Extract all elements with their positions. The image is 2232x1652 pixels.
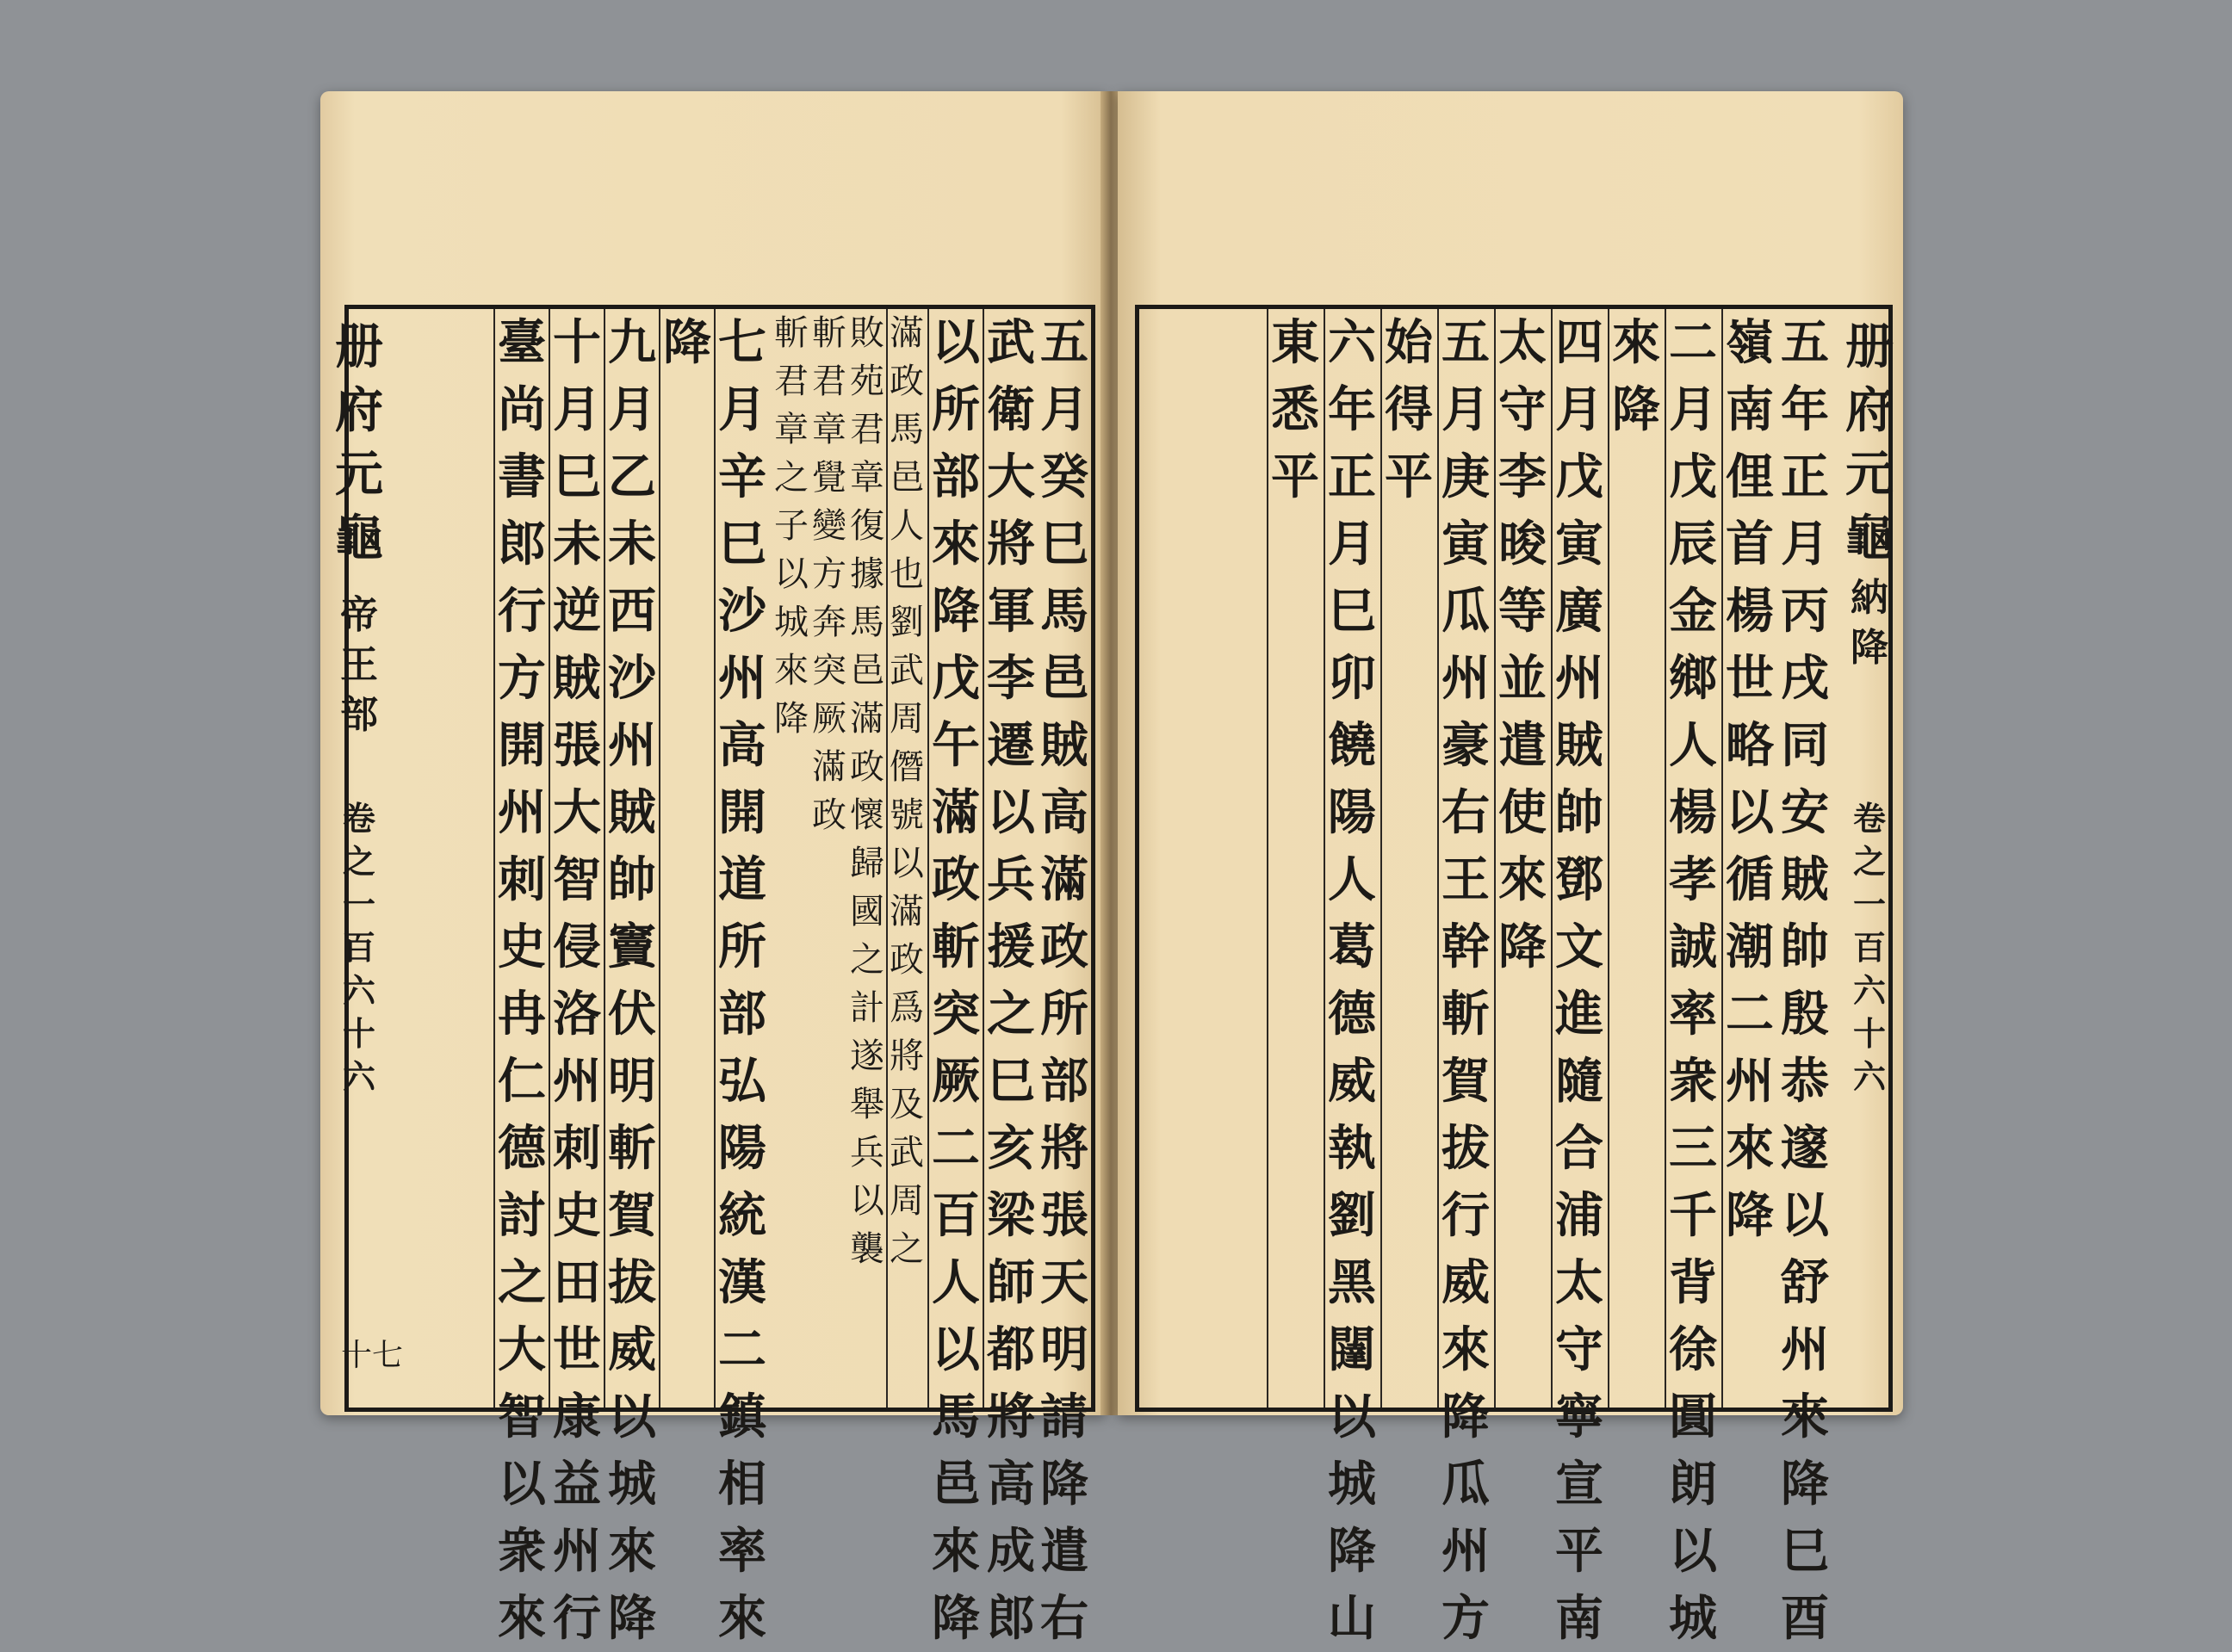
right-column-6: 太 守 李 晙 等 並 遣 使 來 降	[1494, 309, 1549, 1408]
right-column-7: 五 月 庚 寅 瓜 州 豪 右 王 幹 斬 賀 拔 行 威 來 降 瓜 州 方	[1437, 309, 1492, 1408]
right-column-10: 東 悉 平	[1267, 309, 1322, 1408]
right-column-8: 始 得 平	[1380, 309, 1435, 1408]
left-column-7-note: 斬 君 章 之 子 以 城 來 降	[774, 313, 809, 739]
right-column-9: 六 年 正 月 巳 卯 饒 陽 人 葛 德 威 執 劉 黑 闥 以 城 降 山	[1324, 309, 1379, 1408]
right-margin-title: 册 府 元 龜	[1845, 319, 1894, 566]
left-column-11: 十 月 巳 未 逆 賊 張 大 智 侵 洛 州 刺 史 田 世 康 益 州 行	[549, 309, 604, 1408]
left-column-2: 武 衛 大 將 軍 李 遷 以 兵 援 之 巳 亥 梁 師 都 將 高 成 郎	[983, 309, 1038, 1408]
left-column-5-note: 敗 苑 君 章 復 據 馬 邑 滿 政 懷 歸 國 之 計 遂 舉 兵 以 襲	[850, 313, 884, 1269]
right-column-3: 二 月 戊 辰 金 鄉 人 楊 孝 誠 率 衆 三 千 背 徐 圓 朗 以 城	[1665, 309, 1720, 1408]
left-column-9: 降	[659, 309, 714, 1408]
right-margin-section: 納 降	[1851, 576, 1888, 670]
left-column-4-note: 滿 政 馬 邑 人 也 劉 武 周 僭 號 以 滿 政 爲 將 及 武 周 之	[886, 309, 926, 1408]
right-column-2: 嶺 南 俚 首 楊 世 略 以 循 潮 二 州 來 降	[1721, 309, 1776, 1408]
left-page	[320, 91, 1106, 1647]
right-column-4: 來 降	[1608, 309, 1663, 1408]
left-text-frame	[344, 305, 1095, 1647]
left-column-10: 九 月 乙 未 西 沙 州 賊 帥 竇 伏 明 斬 賀 拔 威 以 城 來 降	[604, 309, 659, 1408]
left-column-1: 五 月 癸 巳 馬 邑 賊 高 滿 政 所 部 將 張 天 明 請 降 遣 右	[1040, 314, 1088, 1647]
left-column-6-note: 斬 君 章 覺 變 方 奔 突 厥 滿 政	[812, 313, 846, 835]
left-column-8: 七 月 辛 巳 沙 州 高 開 道 所 部 弘 陽 統 漢 二 鎮 相 率 來	[714, 309, 769, 1408]
left-margin-section: 帝 王 部	[340, 593, 378, 737]
right-column-1: 五 年 正 月 丙 戌 同 安 賊 帥 殷 恭 邃 以 舒 州 來 降 巳 酉	[1781, 314, 1829, 1647]
left-column-12: 臺 尚 書 郎 行 方 開 州 刺 史 冉 仁 德 討 之 大 智 以 衆 來	[493, 309, 549, 1408]
folio-number: 十七	[341, 1338, 404, 1373]
left-column-3: 以 所 部 來 降 戊 午 滿 政 斬 突 厥 二 百 人 以 馬 邑 來 降	[927, 309, 983, 1408]
right-text-frame	[1135, 305, 1893, 1647]
right-margin-volume: 卷 之 一 百 六 十 六	[1852, 799, 1886, 1096]
left-margin-volume: 卷 之 一 百 六 十 六	[342, 799, 375, 1096]
right-column-5: 四 月 戊 寅 廣 州 賊 帥 鄧 文 進 隨 合 浦 太 守 寧 宣 平 南	[1551, 309, 1606, 1408]
left-margin-title: 册 府 元 龜	[335, 319, 383, 566]
open-book	[320, 91, 1924, 1647]
